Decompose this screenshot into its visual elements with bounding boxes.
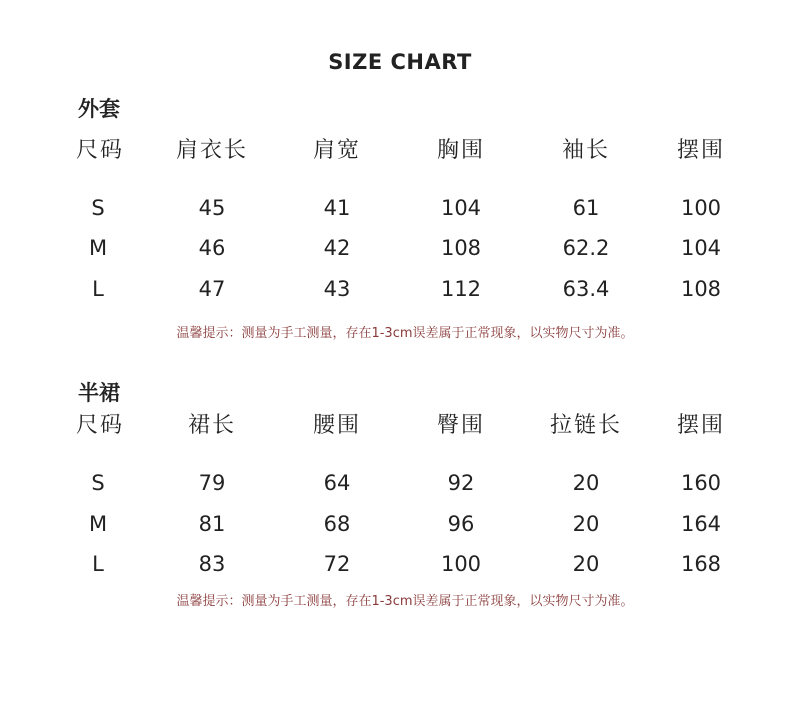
table-cell: 108 — [680, 277, 722, 301]
table-cell: 47 — [198, 277, 226, 301]
table-row — [0, 465, 800, 501]
size-cell: L — [92, 552, 104, 576]
table-cell: 100 — [440, 552, 482, 576]
size-cell: M — [88, 236, 108, 260]
size-cell: L — [92, 277, 104, 301]
table-cell: 42 — [323, 236, 351, 260]
table-cell: 92 — [447, 471, 475, 495]
table-cell: 62.2 — [562, 236, 610, 260]
table-cell: 168 — [680, 552, 722, 576]
table-row — [0, 271, 800, 307]
section-title-skirt: 半裙 — [78, 381, 120, 405]
table-cell: 20 — [572, 552, 600, 576]
table-row — [0, 506, 800, 542]
page-title: SIZE CHART — [328, 50, 472, 74]
table-cell: 20 — [572, 471, 600, 495]
table-cell: 64 — [323, 471, 351, 495]
column-header: 尺码 — [75, 413, 124, 438]
size-cell: S — [91, 471, 105, 495]
column-header: 腰围 — [312, 413, 361, 438]
table-cell: 100 — [680, 196, 722, 220]
table-cell: 68 — [323, 512, 351, 536]
table-cell: 79 — [198, 471, 226, 495]
table-row — [0, 546, 800, 582]
table-cell: 112 — [440, 277, 482, 301]
table-cell: 61 — [572, 196, 600, 220]
column-header: 袖长 — [561, 138, 610, 163]
table-cell: 164 — [680, 512, 722, 536]
column-header: 肩衣长 — [175, 138, 248, 163]
size-cell: M — [88, 512, 108, 536]
size-cell: S — [91, 196, 105, 220]
measurement-note: 温馨提示：测量为手工测量，存在1-3cm误差属于正常现象，以实物尺寸为准。 — [176, 594, 634, 609]
column-header: 尺码 — [75, 138, 124, 163]
table-cell: 20 — [572, 512, 600, 536]
table-cell: 46 — [198, 236, 226, 260]
column-header: 摆围 — [676, 413, 725, 438]
section-title-jacket: 外套 — [78, 97, 120, 121]
table-header-jacket — [0, 133, 800, 169]
table-cell: 96 — [447, 512, 475, 536]
table-cell: 43 — [323, 277, 351, 301]
column-header: 肩宽 — [312, 138, 361, 163]
table-cell: 63.4 — [562, 277, 610, 301]
table-cell: 81 — [198, 512, 226, 536]
table-cell: 160 — [680, 471, 722, 495]
table-header-skirt — [0, 408, 800, 444]
table-cell: 104 — [680, 236, 722, 260]
table-row — [0, 190, 800, 226]
table-cell: 45 — [198, 196, 226, 220]
table-cell: 104 — [440, 196, 482, 220]
column-header: 裙长 — [187, 413, 236, 438]
table-row — [0, 230, 800, 266]
column-header: 臀围 — [436, 413, 485, 438]
table-cell: 41 — [323, 196, 351, 220]
table-cell: 83 — [198, 552, 226, 576]
column-header: 拉链长 — [549, 413, 622, 438]
column-header: 摆围 — [676, 138, 725, 163]
measurement-note: 温馨提示：测量为手工测量，存在1-3cm误差属于正常现象，以实物尺寸为准。 — [176, 326, 634, 341]
table-cell: 108 — [440, 236, 482, 260]
table-cell: 72 — [323, 552, 351, 576]
column-header: 胸围 — [436, 138, 485, 163]
